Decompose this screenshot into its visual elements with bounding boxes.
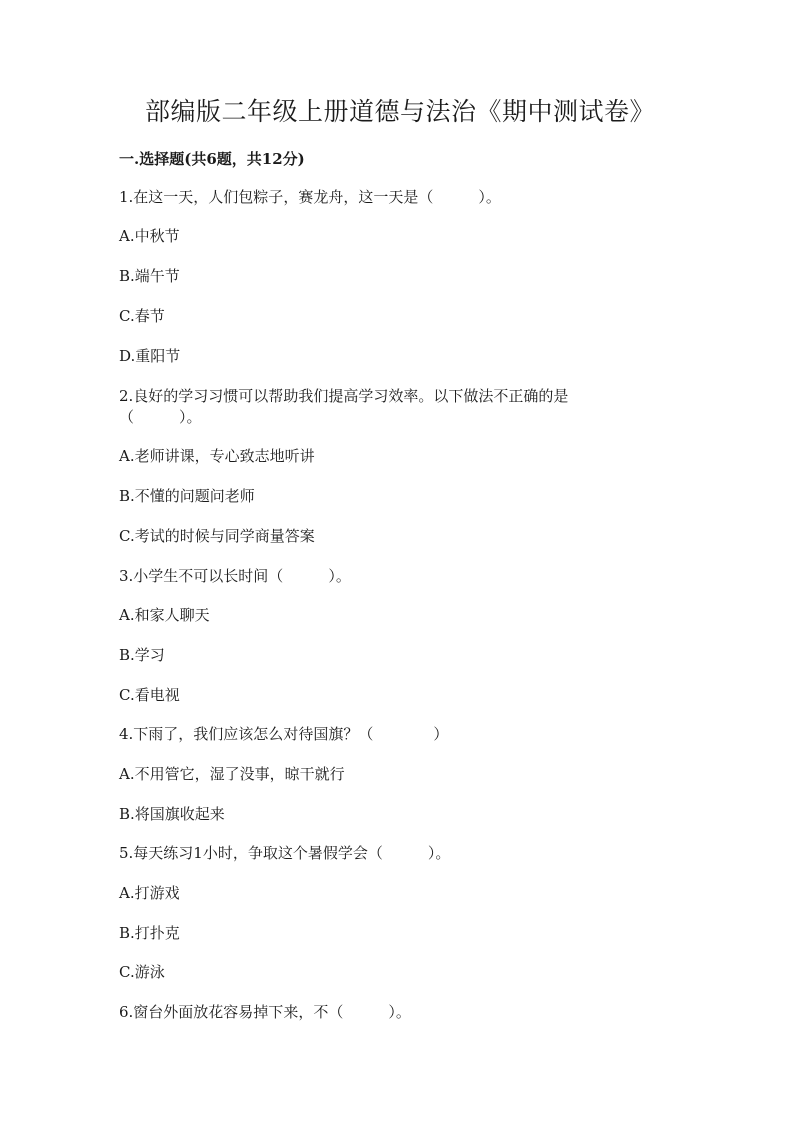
question-6: 6.窗台外面放花容易掉下来，不（ ）。 bbox=[119, 1003, 411, 1021]
question-4-option-a: A.不用管它，湿了没事，晾干就行 bbox=[119, 765, 345, 783]
section-heading: 一.选择题(共6题，共12分) bbox=[119, 150, 305, 168]
question-1-option-c: C.春节 bbox=[119, 307, 165, 325]
question-2-option-b: B.不懂的问题问老师 bbox=[119, 487, 255, 505]
question-4: 4.下雨了，我们应该怎么对待国旗？（ ） bbox=[119, 725, 449, 743]
question-1-option-d: D.重阳节 bbox=[119, 347, 181, 365]
question-3: 3.小学生不可以长时间（ ）。 bbox=[119, 567, 351, 585]
question-3-option-b: B.学习 bbox=[119, 646, 165, 664]
question-2-continuation: （ ）。 bbox=[119, 408, 202, 426]
question-2-option-a: A.老师讲课，专心致志地听讲 bbox=[119, 447, 315, 465]
question-1-option-a: A.中秋节 bbox=[119, 227, 180, 245]
question-4-option-b: B.将国旗收起来 bbox=[119, 805, 225, 823]
question-3-option-a: A.和家人聊天 bbox=[119, 606, 210, 624]
question-5-option-c: C.游泳 bbox=[119, 963, 165, 981]
question-2: 2.良好的学习习惯可以帮助我们提高学习效率。以下做法不正确的是 bbox=[119, 387, 569, 405]
exam-title: 部编版二年级上册道德与法治《期中测试卷》 bbox=[144, 97, 655, 126]
question-1: 1.在这一天，人们包粽子，赛龙舟，这一天是（ ）。 bbox=[119, 188, 501, 206]
question-2-option-c: C.考试的时候与同学商量答案 bbox=[119, 527, 315, 545]
question-5-option-b: B.打扑克 bbox=[119, 924, 180, 942]
question-5: 5.每天练习1小时，争取这个暑假学会（ ）。 bbox=[119, 844, 451, 862]
question-5-option-a: A.打游戏 bbox=[119, 884, 180, 902]
question-3-option-c: C.看电视 bbox=[119, 686, 180, 704]
question-1-option-b: B.端午节 bbox=[119, 267, 180, 285]
